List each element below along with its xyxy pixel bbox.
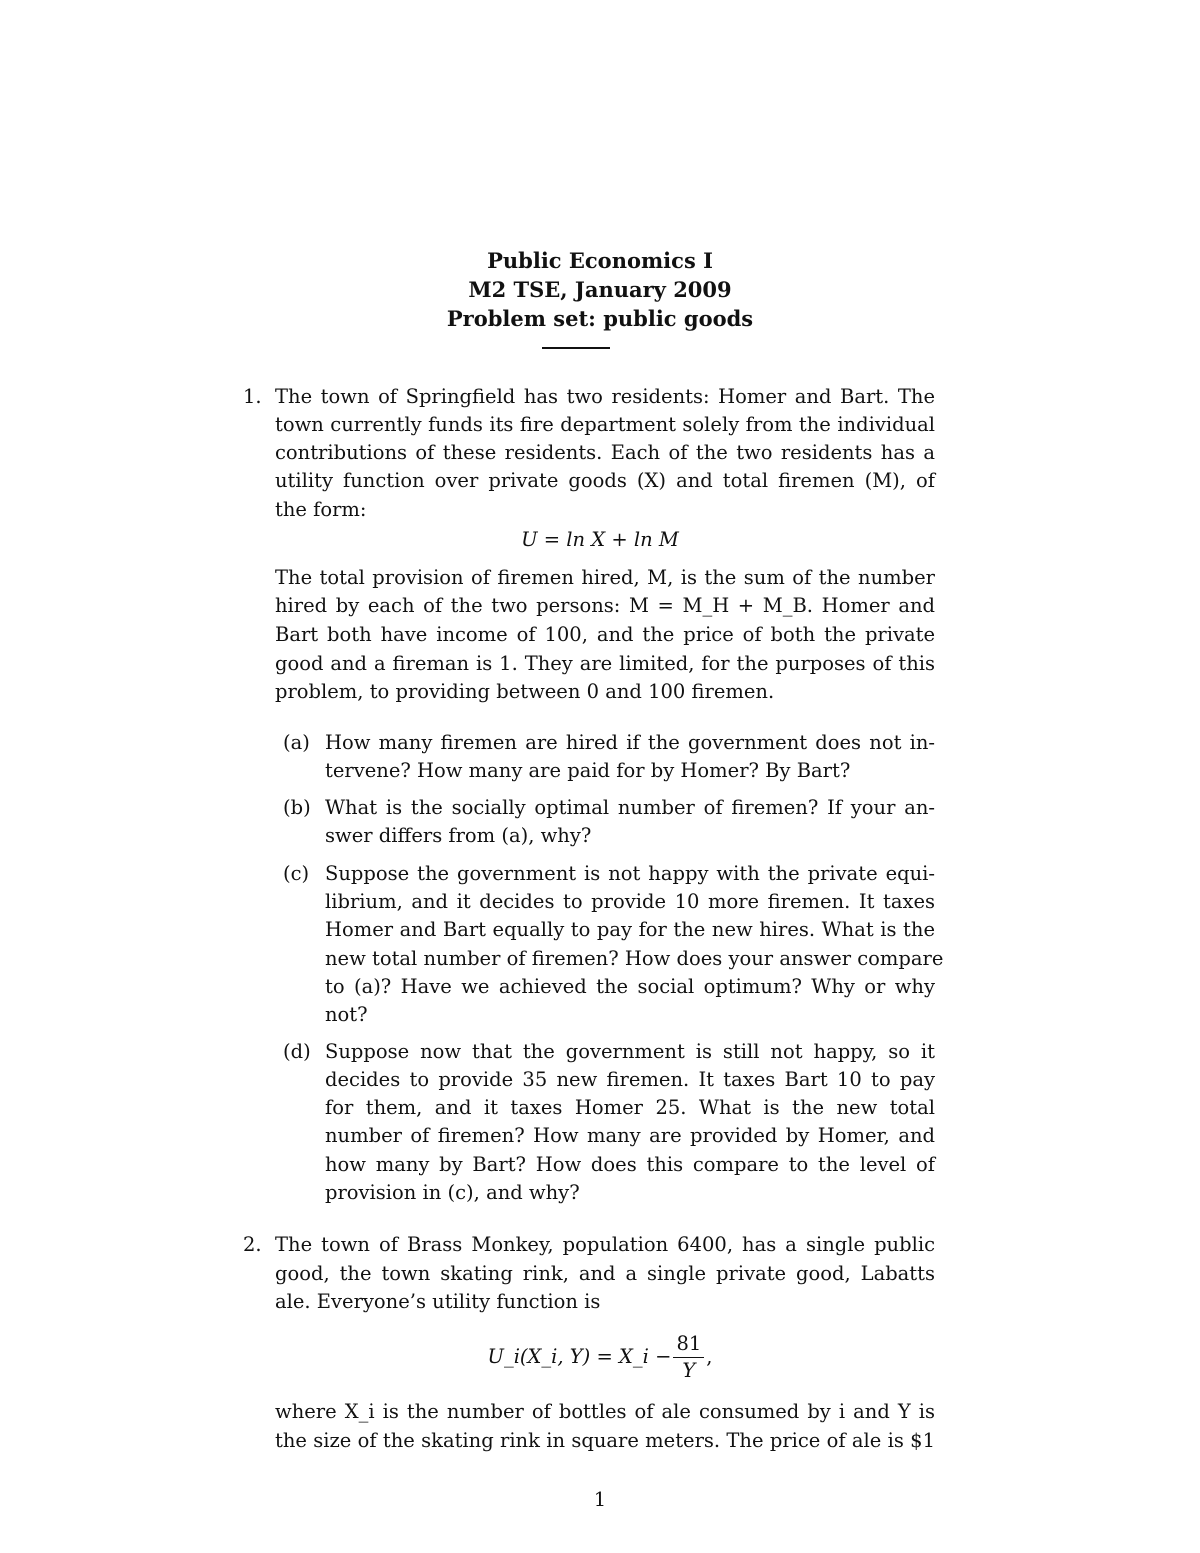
problem-1-line: The total provision of firemen hired, M, is the sum of the number [275,566,935,589]
part-label-a: (a) [283,731,310,754]
title-block [0,246,1200,333]
part-d-line: provision in (c), and why? [325,1181,580,1204]
problem-1-line: problem, to providing between 0 and 100 firemen. [275,680,775,703]
part-label-b: (b) [283,796,311,819]
document-title: Public Economics I [487,248,713,273]
part-label-c: (c) [283,862,310,885]
part-b-line: What is the socially optimal number of firemen? If your an- [325,796,935,819]
problem-1-line: Bart both have income of 100, and the price of both the private [275,623,935,646]
problem-2-line: the size of the skating rink in square meters. The price of ale is $1 [275,1429,935,1452]
problem-1-number: 1. [243,385,262,408]
problem-1-line: The town of Springfield has two residents: Homer and Bart. The [275,385,935,408]
utility-equation: U = ln X + ln M [521,528,679,551]
part-c-line: Homer and Bart equally to pay for the new hires. What is the [325,918,935,941]
part-a-line: tervene? How many are paid for by Homer? By Bart? [325,759,851,782]
part-c-line: Suppose the government is not happy with the private equi- [325,862,935,885]
problem-1-line: hired by each of the two persons: M = M_H + M_B. Homer and [275,594,935,617]
part-b-line: swer differs from (a), why? [325,824,592,847]
problem-1-line: utility function over private goods (X) and total firemen (M), of [275,469,935,492]
part-c-line: not? [325,1003,368,1026]
problem-1-line: town currently funds its fire department solely from the individual [275,413,935,436]
part-d-line: decides to provide 35 new firemen. It taxes Bart 10 to pay [325,1068,935,1091]
problem-1-line: the form: [275,498,367,521]
part-d-line: number of firemen? How many are provided by Homer, and [325,1124,935,1147]
part-a-line: How many firemen are hired if the government does not in- [325,731,935,754]
part-d-line: for them, and it taxes Homer 25. What is the new total [325,1096,935,1119]
problem-1-line: contributions of these residents. Each of the two residents has a [275,441,935,464]
problem-2-line: ale. Everyone’s utility function is [275,1290,601,1313]
document-topic: Problem set: public goods [446,306,754,331]
problem-2-number: 2. [243,1233,262,1256]
document-subtitle: M2 TSE, January 2009 [468,277,732,302]
part-label-d: (d) [283,1040,311,1063]
part-c-line: librium, and it decides to provide 10 more firemen. It taxes [325,890,935,913]
problem-2-line: The town of Brass Monkey, population 6400, has a single public [275,1233,935,1256]
part-c-line: to (a)? Have we achieved the social optimum? Why or why [325,975,935,998]
problem-2-line: where X_i is the number of bottles of ale consumed by i and Y is [275,1400,935,1423]
problem-2-line: good, the town skating rink, and a single private good, Labatts [275,1262,935,1285]
title-rule [542,347,610,349]
part-d-line: how many by Bart? How does this compare to the level of [325,1153,935,1176]
part-c-line: new total number of firemen? How does your answer compare [325,947,944,970]
page-number: 1 [593,1488,607,1511]
utility-equation-2: U_i(X_i, Y) = X_i − $\frac{81}{Y}$ , [487,1332,713,1382]
part-d-line: Suppose now that the government is still not happy, so it [325,1040,935,1063]
problem-1-line: good and a fireman is 1. They are limited, for the purposes of this [275,652,935,675]
